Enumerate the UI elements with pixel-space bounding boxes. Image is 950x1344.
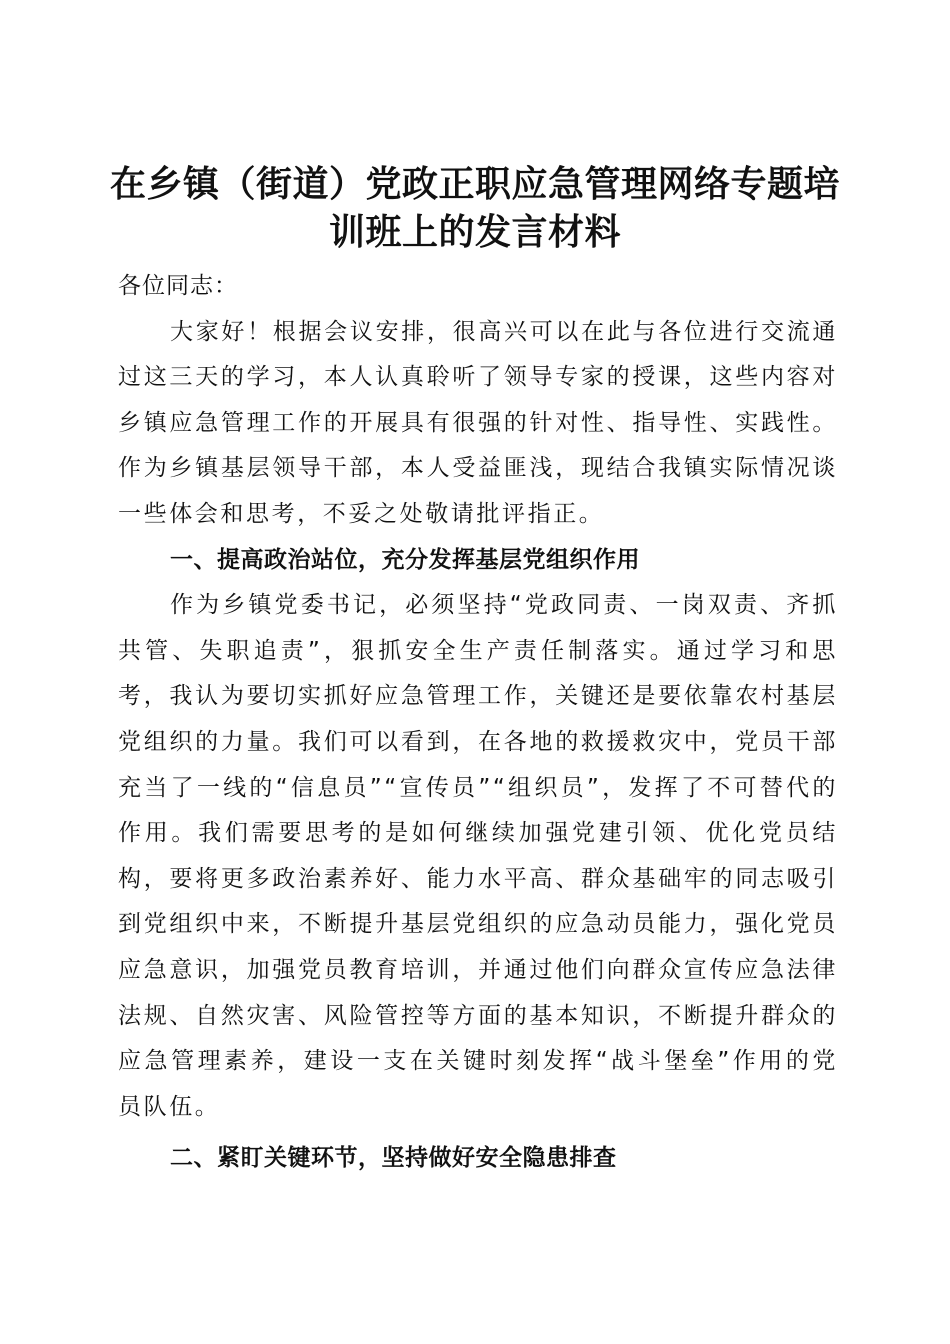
document-title: 在乡镇（街道）党政正职应急管理网络专题培训班上的发言材料 <box>110 163 841 254</box>
section-2-heading: 二、紧盯关键环节，坚持做好安全隐患排查 <box>170 1145 617 1172</box>
document-body <box>118 264 838 1182</box>
intro-paragraph: 大家好！根据会议安排，很高兴可以在此与各位进行交流通过这三天的学习，本人认真聆听了领导专家的授课，这些内容对乡镇应急管理工作的开展具有很强的针对性、指导性、实践性。作为乡镇基层领导干部，本人受益匪浅，现结合我镇实际情况谈一些体会和思考，不妥之处敬请批评指正。 <box>118 318 838 527</box>
section-1-paragraph: 作为乡镇党委书记，必须坚持“党政同责、一岗双责、齐抓共管、失职追责”，狠抓安全生产责任制落实。通过学习和思考，我认为要切实抓好应急管理工作，关键还是要依靠农村基层党组织的力量。我们可以看到，在各地的救援救灾中，党员干部充当了一线的“信息员”“宣传员”“组织员”，发挥了不可替代的作用。我们需要思考的是如何继续加强党建引领、优化党员结构，要将更多政治素养好、能力水平高、群众基础牢的同志吸引到党组织中来，不断提升基层党组织的应急动员能力，强化党员应急意识，加强党员教育培训，并通过他们向群众宣传应急法律法规、自然灾害、风险管控等方面的基本知识，不断提升群众的应急管理素养，建设一支在关键时刻发挥“战斗堡垒”作用的党员队伍。 <box>118 592 838 1120</box>
section-1-heading: 一、提高政治站位，充分发挥基层党组织作用 <box>170 546 640 573</box>
salutation: 各位同志： <box>118 273 238 299</box>
